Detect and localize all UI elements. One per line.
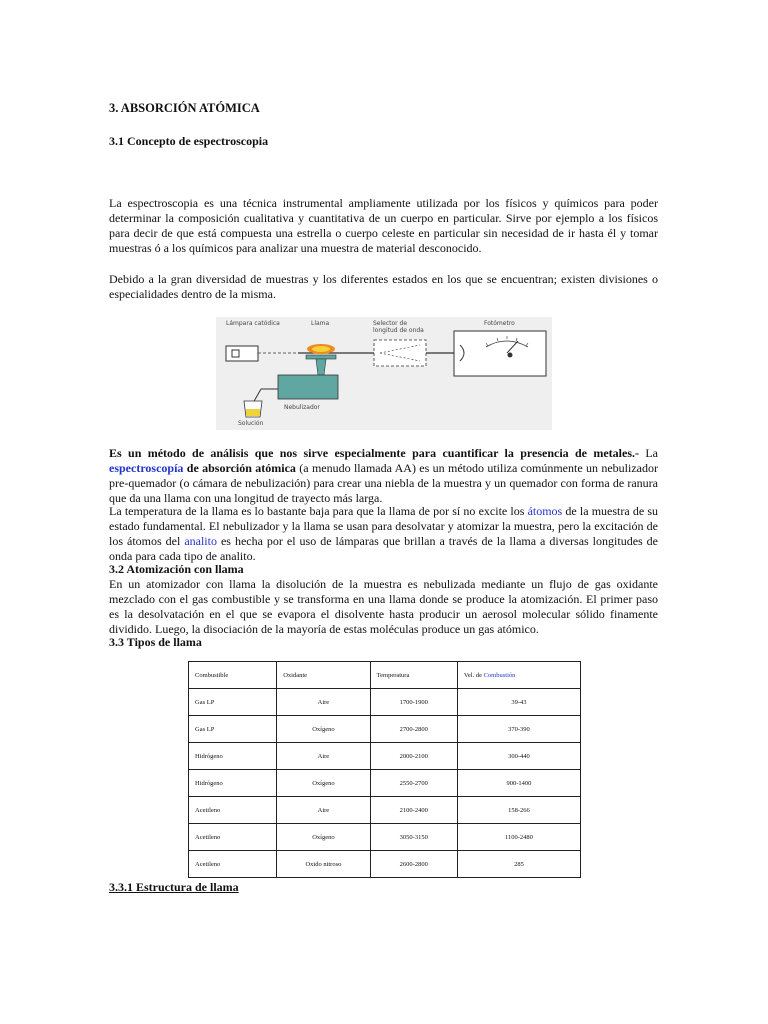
paragraph-diversidad: Debido a la gran diversidad de muestras y los diferentes estados en los que se encuentran; existen divisiones o especialidades dentro de la misma.: [109, 272, 658, 301]
header-text: Vel. de: [463, 671, 484, 679]
table-cell: Acetileno: [189, 797, 277, 824]
label-photometer: Fotómetro: [484, 320, 515, 327]
label-flame: Llama: [311, 320, 330, 327]
paragraph-metodo-analisis: [109, 446, 658, 506]
lamp-icon: [226, 346, 258, 361]
table-cell: Oxígeno: [277, 716, 370, 743]
table-cell: 900-1400: [457, 770, 580, 797]
table-row: [189, 824, 581, 851]
link-analito[interactable]: analito: [184, 534, 217, 548]
wavelength-selector-icon: [374, 340, 426, 366]
table-cell: Oxido nitroso: [277, 851, 370, 878]
table-row: [189, 770, 581, 797]
table-cell: 300-440: [457, 743, 580, 770]
header-cell: Combustible: [189, 662, 277, 689]
heading-concepto-espectroscopia: 3.1 Concepto de espectroscopia: [109, 134, 269, 148]
header-cell: Oxidante: [277, 662, 370, 689]
bold-run: de absorción atómica: [183, 461, 296, 475]
paragraph-atomizador: En un atomizador con llama la disolución de la muestra es nebulizada mediante un flujo de gas oxidante mezclado con el gas combustible y se transforma en una llama donde se produce la atomización. El primer paso es la desolvatación en el que se evapora el disolvente hasta producir un aerosol molecular sólido finamente dividido. Luego, la disociación de la mayoría de estas moléculas produce un gas atómico.: [109, 577, 658, 636]
table-cell: 2700-2800: [370, 716, 457, 743]
paragraph-espectroscopia: La espectroscopia es una técnica instrumental ampliamente utilizada por los físicos y químicos para poder determinar la composición cualitativa y cuantitativa de un cuerpo en particular. Sirve por ejemplo a los físicos para decir de que está compuesta una estrella o cuerpo celeste en particular sin necesidad de ir hasta él y tomar muestras ó a los químicos para analizar una muestra de material desconocido.: [109, 196, 658, 255]
table-row: [189, 797, 581, 824]
photometer-icon: [454, 331, 546, 376]
link-espectroscopia[interactable]: espectroscopía: [109, 461, 184, 475]
label-lamp: Lámpara catódica: [226, 320, 280, 327]
table-cell: 1100-2480: [457, 824, 580, 851]
heading-estructura-llama: 3.3.1 Estructura de llama: [109, 880, 239, 894]
text-run: (a menudo llamada AA) es un método utiliza comúnmente un nebulizador pre-quemador (o cámara de nebulización) para crear una niebla de la muestra y un quemador con forma de ranura que da una llama con una longitud de trayecto más larga.: [109, 461, 658, 505]
text-run: La: [639, 446, 658, 460]
table-cell: 2000-2100: [370, 743, 457, 770]
table-cell: Hidrógeno: [189, 770, 277, 797]
table-cell: 285: [457, 851, 580, 878]
label-selector: Selector de longitud de onda: [373, 320, 424, 334]
header-cell: [457, 662, 580, 689]
table-row: [189, 716, 581, 743]
table-cell: Hidrógeno: [189, 743, 277, 770]
heading-atomizacion: 3.2 Atomización con llama: [109, 562, 244, 576]
aa-instrument-diagram: [216, 317, 552, 430]
intro-bold: Es un método de análisis que nos sirve especialmente para cuantificar la presencia de metales.-: [109, 446, 639, 460]
heading-absorcion-atomica: 3. ABSORCIÓN ATÓMICA: [109, 101, 260, 115]
nebulizer-icon: [278, 375, 338, 399]
flame-types-table: [188, 661, 581, 878]
link-atomos[interactable]: átomos: [527, 504, 563, 518]
table-cell: Aire: [277, 743, 370, 770]
table-cell: 2550-2700: [370, 770, 457, 797]
paragraph-temperatura: [109, 504, 658, 564]
table-cell: 1700-1900: [370, 689, 457, 716]
table-cell: Aire: [277, 797, 370, 824]
link-combustion[interactable]: Combustión: [483, 671, 516, 679]
label-nebulizer: Nebulizador: [284, 404, 320, 411]
text-run: de la muestra de su estado fundamental. El nebulizador y la llama se usan para desolvatar y atomizar la muestra, pero la excitación de los átomos del: [109, 504, 659, 548]
table-row: [189, 743, 581, 770]
table-cell: Oxígeno: [277, 770, 370, 797]
heading-tipos-llama: 3.3 Tipos de llama: [109, 635, 202, 649]
table-cell: Aire: [277, 689, 370, 716]
table-cell: 2100-2400: [370, 797, 457, 824]
table-row: [189, 851, 581, 878]
table-cell: 158-266: [457, 797, 580, 824]
table-row: [189, 689, 581, 716]
table-cell: Gas LP: [189, 689, 277, 716]
table-cell: 3050-3150: [370, 824, 457, 851]
table-cell: 2600-2800: [370, 851, 457, 878]
table-cell: Acetileno: [189, 851, 277, 878]
table-cell: 370-390: [457, 716, 580, 743]
text-run: La temperatura de la llama es lo bastante baja para que la llama de por sí no excite los: [109, 504, 528, 518]
header-cell: Temperatura: [370, 662, 457, 689]
table-cell: 39-43: [457, 689, 580, 716]
table-cell: Gas LP: [189, 716, 277, 743]
table-cell: Acetileno: [189, 824, 277, 851]
table-cell: Oxígeno: [277, 824, 370, 851]
label-solution: Solución: [238, 420, 264, 427]
text-run: es hecha por el uso de lámparas que brillan a través de la llama a diversas longitudes de onda para cada tipo de analito.: [109, 534, 659, 563]
table-header-row: [189, 662, 581, 689]
